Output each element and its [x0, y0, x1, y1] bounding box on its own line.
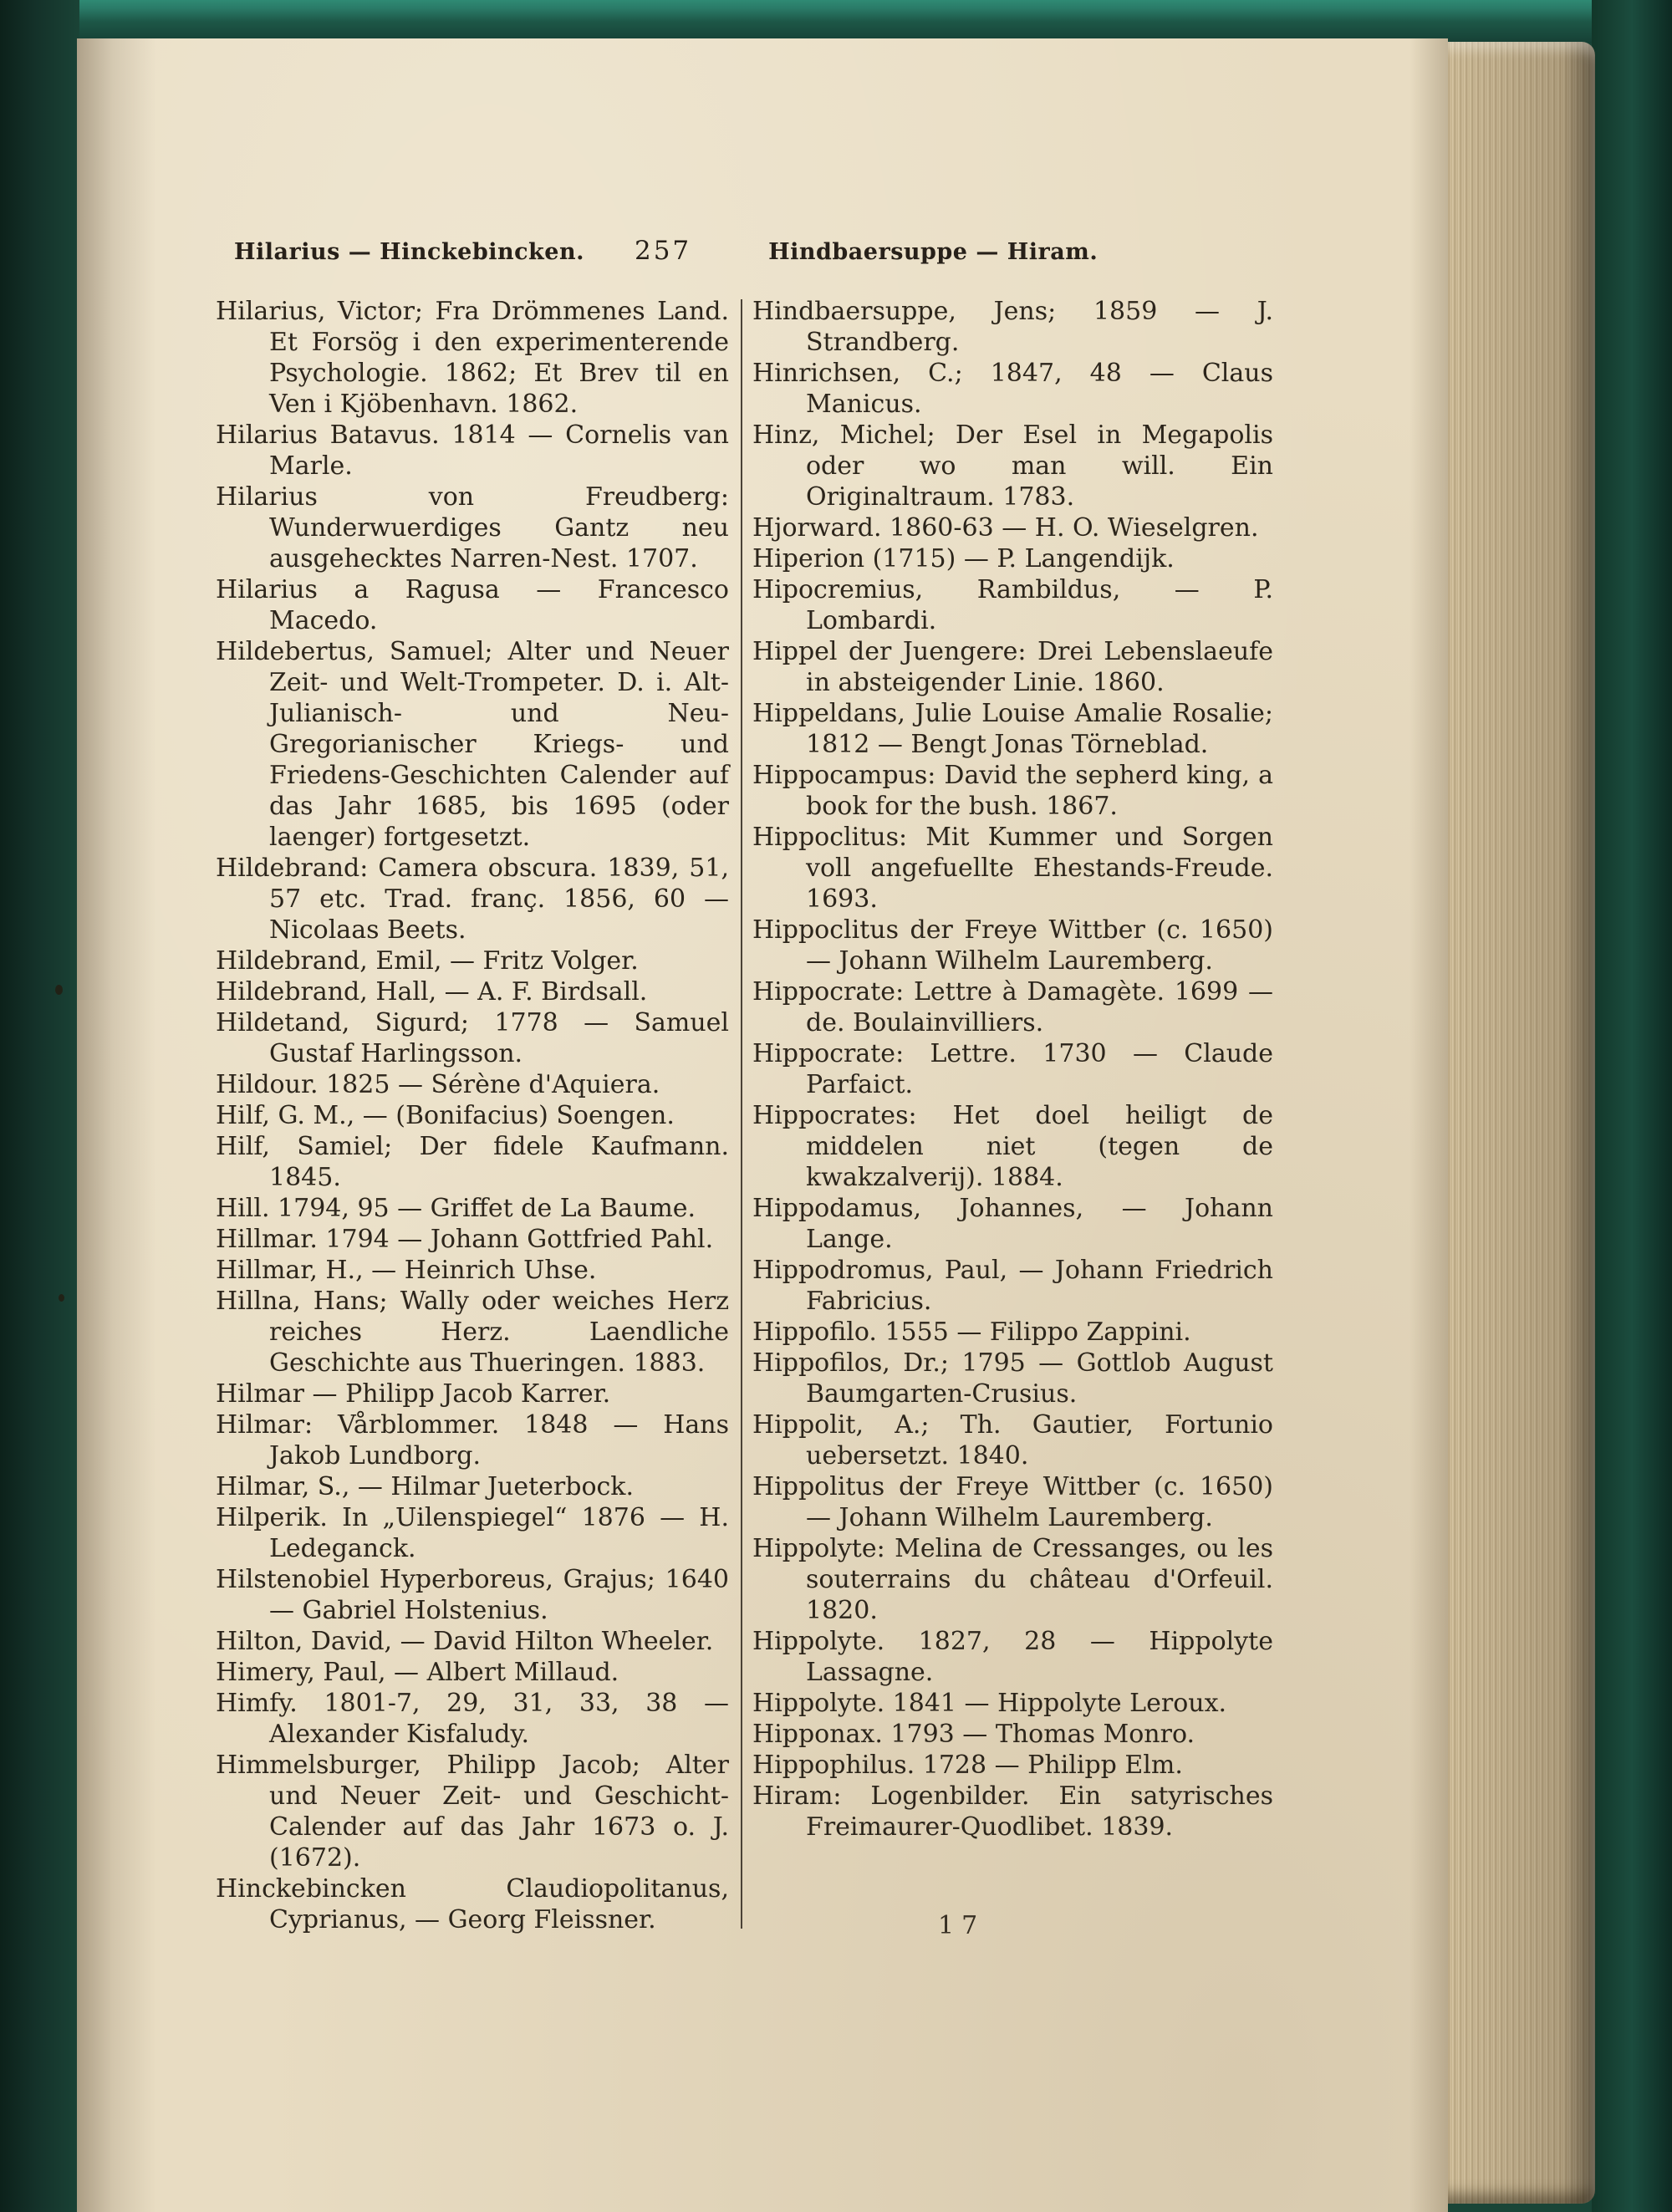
lexicon-entry: Hildebrand, Emil, — Fritz Volger.: [216, 946, 639, 976]
lexicon-entry: Hillna, Hans; Wally oder weiches Herz reiches Herz. Laendliche Geschichte aus Thueringen. 1883.: [216, 1287, 729, 1378]
lexicon-entry: Hilmar, S., — Hilmar Jueterbock.: [216, 1472, 635, 1501]
paper-speck: [55, 985, 63, 995]
lexicon-entry: Hinrichsen, C.; 1847, 48 — Claus Manicus.: [752, 359, 1273, 419]
lexicon-entry: Hildebertus, Samuel; Alter und Neuer Zeit- und Welt-Trompeter. D. i. Alt-Julianisch- und Neu-Gregorianischer Kriegs- und Friedens-Geschichten Calender auf das Jahr 1685, bis 1695 (oder laenger) fortgesetzt.: [216, 637, 729, 852]
lexicon-entry: Hippolitus der Freye Wittber (c. 1650) — Johann Wilhelm Lauremberg.: [752, 1472, 1273, 1532]
lexicon-entry: Hildetand, Sigurd; 1778 — Samuel Gustaf Harlingsson.: [216, 1008, 729, 1068]
lexicon-entry: Himfy. 1801-7, 29, 31, 33, 38 — Alexander Kisfaludy.: [216, 1689, 729, 1749]
column-right: [752, 296, 1273, 1935]
lexicon-entry: Hippophilus. 1728 — Philipp Elm.: [752, 1751, 1183, 1780]
lexicon-entry: Hippocrates: Het doel heiligt de middelen niet (tegen de kwakzalverij). 1884.: [752, 1101, 1273, 1192]
page-content: [77, 38, 1275, 1935]
lexicon-entry: Hilstenobiel Hyperboreus, Grajus; 1640 — Gabriel Holstenius.: [216, 1565, 729, 1625]
lexicon-entry: Hippoclitus: Mit Kummer und Sorgen voll angefuellte Ehestands-Freude. 1693.: [752, 823, 1273, 914]
lexicon-entry: Hildebrand: Camera obscura. 1839, 51, 57 etc. Trad. franç. 1856, 60 — Nicolaas Beets.: [216, 854, 729, 945]
lexicon-entry: Hinckebincken Claudiopolitanus, Cyprianus, — Georg Fleissner.: [216, 1874, 729, 1934]
lexicon-entry: Hill. 1794, 95 — Griffet de La Baume.: [216, 1194, 696, 1223]
lexicon-entry: Hinz, Michel; Der Esel in Megapolis oder wo man will. Ein Originaltraum. 1783.: [752, 420, 1273, 512]
lexicon-entry: Hillmar, H., — Heinrich Uhse.: [216, 1256, 597, 1285]
lexicon-entry: Himery, Paul, — Albert Millaud.: [216, 1658, 619, 1687]
running-title-left: Hilarius — Hinckebincken.: [234, 239, 584, 265]
lexicon-entry: Hilmar — Philipp Jacob Karrer.: [216, 1379, 611, 1409]
lexicon-entry: Hilarius a Ragusa — Francesco Macedo.: [216, 575, 729, 635]
lexicon-entry: Hilarius, Victor; Fra Drömmenes Land. Et Forsög i den experimenterende Psychologie. 1862; Et Brev til en Ven i Kjöbenhavn. 1862.: [216, 297, 729, 419]
lexicon-entry: Hippocrate: Lettre à Damagète. 1699 — de. Boulainvilliers.: [752, 977, 1273, 1037]
lexicon-entry: Hillmar. 1794 — Johann Gottfried Pahl.: [216, 1225, 714, 1254]
book-cover-left: [0, 0, 79, 2212]
lexicon-entry: Hippodamus, Johannes, — Johann Lange.: [752, 1194, 1273, 1254]
lexicon-entry: Himmelsburger, Philipp Jacob; Alter und Neuer Zeit- und Geschicht-Calender auf das Jahr 1673 o. J. (1672).: [216, 1751, 729, 1873]
lexicon-entry: Hippodromus, Paul, — Johann Friedrich Fabricius.: [752, 1256, 1273, 1316]
lexicon-entry: Hippolit, A.; Th. Gautier, Fortunio uebersetzt. 1840.: [752, 1410, 1273, 1470]
lexicon-entry: Hippolyte. 1827, 28 — Hippolyte Lassagne.: [752, 1627, 1273, 1687]
text-columns: [216, 296, 1275, 1935]
lexicon-entry: Hildebrand, Hall, — A. F. Birdsall.: [216, 977, 648, 1007]
lexicon-entry: Hilf, G. M., — (Bonifacius) Soengen.: [216, 1101, 675, 1130]
lexicon-entry: Hipocremius, Rambildus, — P. Lombardi.: [752, 575, 1273, 635]
page-header: [216, 236, 1275, 266]
lexicon-entry: Hippel der Juengere: Drei Lebenslaeufe in absteigender Linie. 1860.: [752, 637, 1273, 697]
lexicon-entry: Hippolyte. 1841 — Hippolyte Leroux.: [752, 1689, 1227, 1718]
column-left: [216, 296, 729, 1935]
book-cover-right: [1592, 0, 1672, 2212]
lexicon-entry: Hippofilo. 1555 — Filippo Zappini.: [752, 1318, 1191, 1347]
lexicon-entry: Hilmar: Vårblommer. 1848 — Hans Jakob Lundborg.: [216, 1410, 729, 1470]
lexicon-entry: Hippofilos, Dr.; 1795 — Gottlob August Baumgarten-Crusius.: [752, 1348, 1273, 1409]
book-cover-top-edge: [0, 0, 1672, 43]
lexicon-entry: Hippeldans, Julie Louise Amalie Rosalie; 1812 — Bengt Jonas Törneblad.: [752, 699, 1273, 759]
lexicon-entry: Hilarius von Freudberg: Wunderwuerdiges Gantz neu ausgehecktes Narren-Nest. 1707.: [216, 482, 729, 573]
lexicon-entry: Hippoclitus der Freye Wittber (c. 1650) — Johann Wilhelm Lauremberg.: [752, 915, 1273, 976]
paper-speck: [59, 1294, 64, 1302]
lexicon-entry: Hippocampus: David the sepherd king, a book for the bush. 1867.: [752, 761, 1273, 821]
lexicon-entry: Hippolyte: Melina de Cressanges, ou les souterrains du château d'Orfeuil. 1820.: [752, 1534, 1273, 1625]
page-number: 257: [634, 236, 692, 266]
column-divider: [741, 299, 742, 1929]
lexicon-entry: Hilf, Samiel; Der fidele Kaufmann. 1845.: [216, 1132, 729, 1192]
lexicon-entry: Hindbaersuppe, Jens; 1859 — J. Strandberg.: [752, 297, 1273, 357]
lexicon-entry: Hipponax. 1793 — Thomas Monro.: [752, 1720, 1195, 1749]
lexicon-entry: Hippocrate: Lettre. 1730 — Claude Parfaict.: [752, 1039, 1273, 1099]
lexicon-entry: Hilarius Batavus. 1814 — Cornelis van Marle.: [216, 420, 729, 481]
running-title-right: Hindbaersuppe — Hiram.: [768, 239, 1099, 265]
lexicon-entry: Hiram: Logenbilder. Ein satyrisches Freimaurer-Quodlibet. 1839.: [752, 1781, 1273, 1842]
signature-mark: 17: [938, 1911, 986, 1940]
lexicon-entry: Hildour. 1825 — Sérène d'Aquiera.: [216, 1070, 660, 1099]
book-page: [77, 38, 1448, 2212]
lexicon-entry: Hjorward. 1860-63 — H. O. Wieselgren.: [752, 513, 1259, 543]
lexicon-entry: Hiperion (1715) — P. Langendijk.: [752, 544, 1175, 573]
lexicon-entry: Hilperik. In „Uilenspiegel“ 1876 — H. Ledeganck.: [216, 1503, 729, 1563]
lexicon-entry: Hilton, David, — David Hilton Wheeler.: [216, 1627, 714, 1656]
